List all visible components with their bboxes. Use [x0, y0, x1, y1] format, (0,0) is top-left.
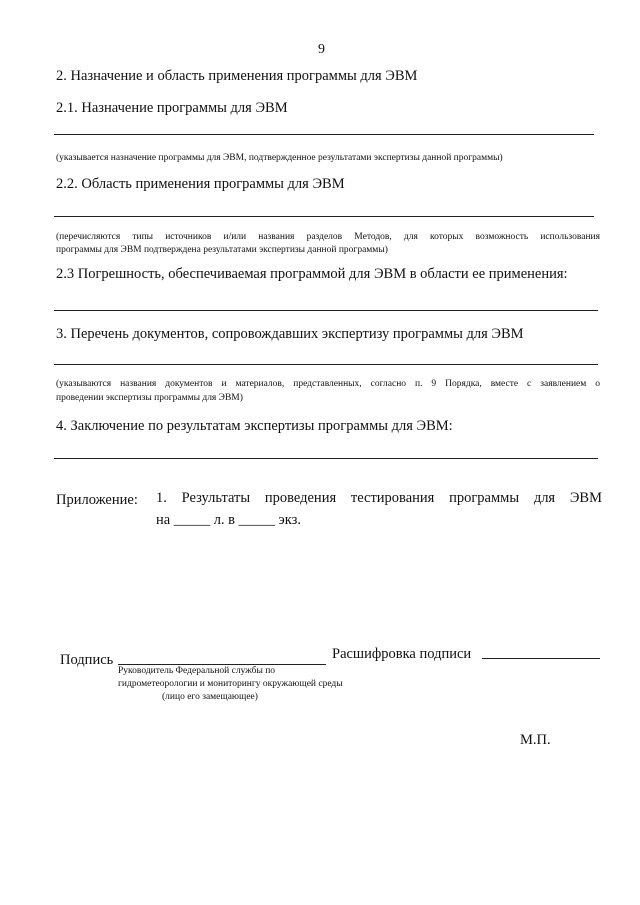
- page-number: 9: [318, 42, 325, 57]
- signature-label: Подпись: [60, 652, 114, 668]
- section-2-2-fill-line: [54, 216, 594, 217]
- signatory-caption-line-3: (лицо его замещающее): [162, 692, 258, 702]
- appendix-item-line-1: 1. Результаты проведения тестирования программы для ЭВМ: [156, 490, 602, 506]
- section-4-fill-line: [54, 458, 598, 459]
- section-2-2-note-line-2: программы для ЭВМ подтверждена результатами экспертизы данной программы): [56, 245, 388, 255]
- signature-decode-label: Расшифровка подписи: [332, 646, 472, 662]
- section-4-title: 4. Заключение по результатам экспертизы программы для ЭВМ:: [56, 418, 453, 434]
- section-3-note-line-2: проведении экспертизы программы для ЭВМ): [56, 393, 243, 403]
- section-3-note-line-1: (указываются названия документов и материалов, представленных, согласно п. 9 Порядка, вместе с заявлением о: [56, 379, 600, 389]
- section-2-2-note-line-1: (перечисляются типы источников и/или названия разделов Методов, для которых возможность использования: [56, 232, 600, 242]
- section-2-3-fill-line: [54, 310, 598, 311]
- appendix-item-line-2: на _____ л. в _____ экз.: [156, 512, 301, 528]
- signature-decode-line: [482, 658, 600, 659]
- section-3-fill-line: [54, 364, 598, 365]
- section-3-title: 3. Перечень документов, сопровождавших экспертизу программы для ЭВМ: [56, 326, 524, 342]
- section-2-1-note: (указывается назначение программы для ЭВМ, подтвержденное результатами экспертизы данной программы): [56, 153, 503, 163]
- signatory-caption-line-1: Руководитель Федеральной службы по: [118, 666, 276, 676]
- section-2-1-title: 2.1. Назначение программы для ЭВМ: [56, 100, 288, 116]
- section-2-2-title: 2.2. Область применения программы для ЭВМ: [56, 176, 345, 192]
- section-2-title: 2. Назначение и область применения программы для ЭВМ: [56, 68, 418, 84]
- stamp-place-label: М.П.: [520, 732, 551, 748]
- section-2-1-fill-line: [54, 134, 594, 135]
- section-2-3-title: 2.3 Погрешность, обеспечиваемая программой для ЭВМ в области ее применения:: [56, 266, 568, 282]
- signatory-caption-line-2: гидрометеорологии и мониторингу окружающей среды: [118, 679, 343, 689]
- appendix-label: Приложение:: [56, 492, 138, 508]
